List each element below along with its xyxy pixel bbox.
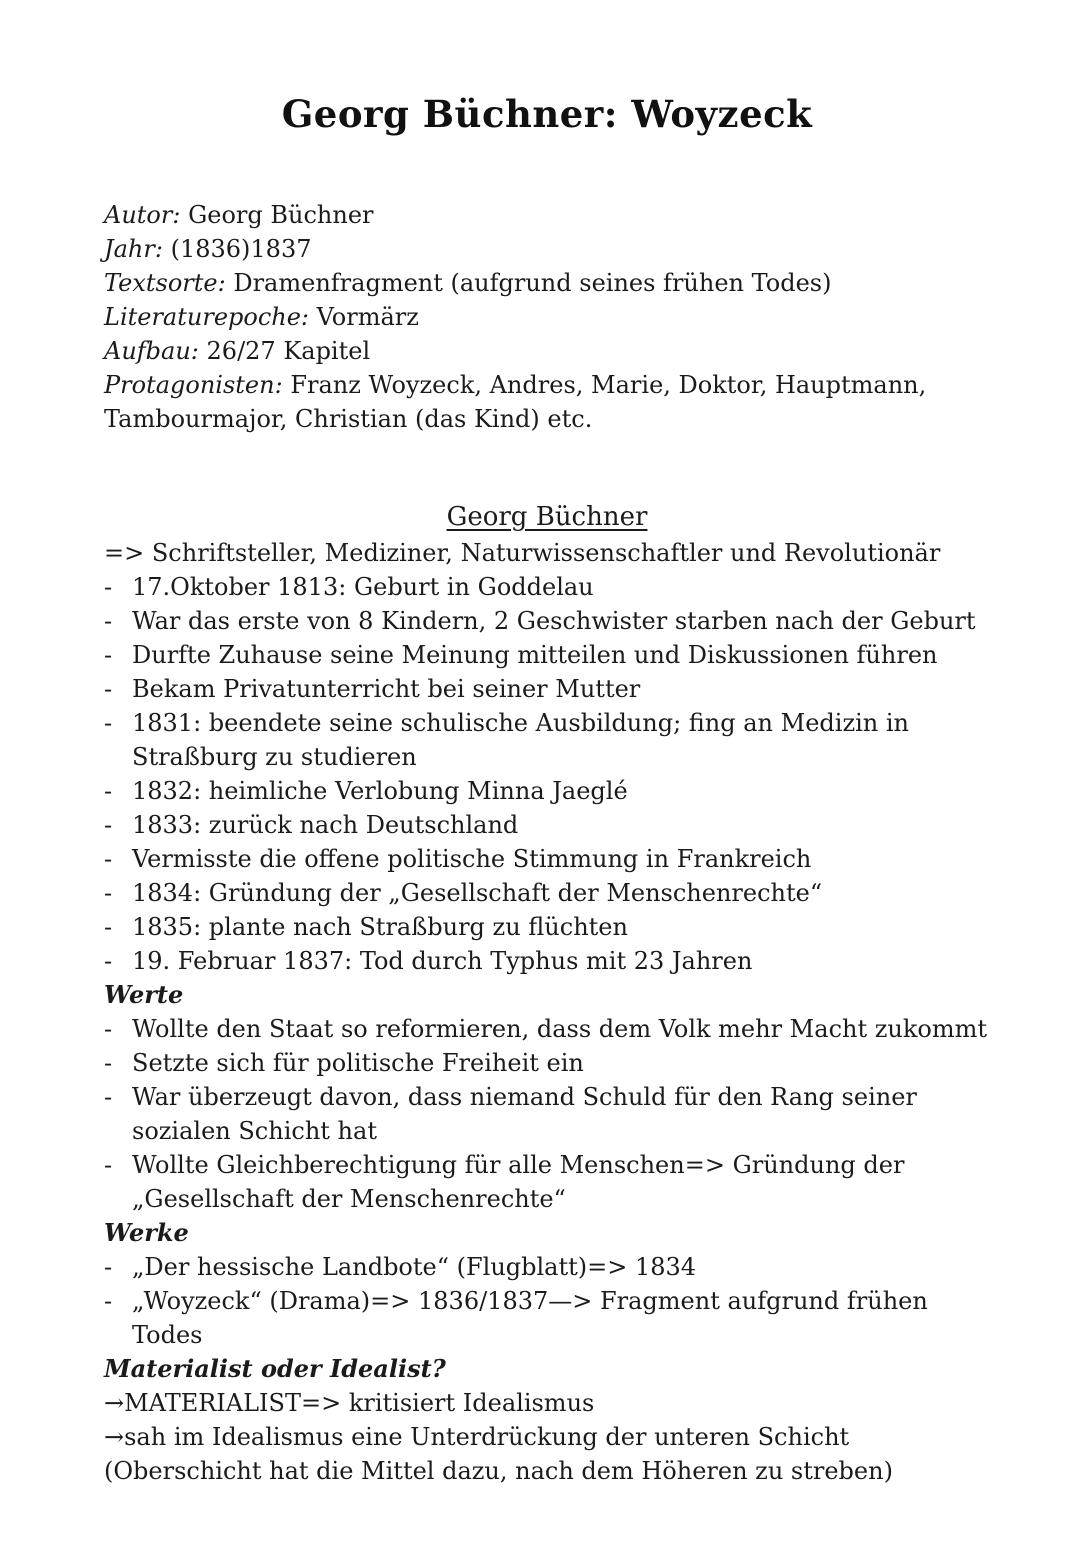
dash-bullet: -	[104, 1151, 113, 1179]
list-item-text: 1834: Gründung der „Gesellschaft der Menschenrechte“	[132, 879, 823, 907]
meta-value: Vormärz	[316, 303, 419, 331]
list-item-text: 19. Februar 1837: Tod durch Typhus mit 23 Jahren	[132, 947, 753, 975]
meta-line-autor	[104, 198, 990, 232]
list-item	[104, 706, 990, 774]
list-item-text: 1832: heimliche Verlobung Minna Jaeglé	[132, 777, 628, 805]
list-item-text: „Woyzeck“ (Drama)=> 1836/1837—> Fragment aufgrund frühen Todes	[132, 1287, 928, 1349]
list-item	[104, 570, 990, 604]
dash-bullet: -	[104, 777, 113, 805]
list-item-text: War das erste von 8 Kindern, 2 Geschwister starben nach der Geburt	[132, 607, 976, 635]
metadata-block	[104, 198, 990, 436]
meta-value: 26/27 Kapitel	[206, 337, 371, 365]
materialist-line: →MATERIALIST=> kritisiert Idealismus	[104, 1389, 595, 1417]
list-item	[104, 1284, 990, 1352]
section-heading: Georg Büchner	[446, 502, 648, 532]
dash-bullet: -	[104, 675, 113, 703]
dash-bullet: -	[104, 641, 113, 669]
list-item-text: 1831: beendete seine schulische Ausbildung; fing an Medizin in Straßburg zu studieren	[132, 709, 909, 771]
list-item	[104, 944, 990, 978]
werte-heading: Werte	[104, 980, 184, 1009]
dash-bullet: -	[104, 1049, 113, 1077]
meta-value: Franz Woyzeck, Andres, Marie, Doktor, Hauptmann, Tambourmajor, Christian (das Kind) etc.	[104, 371, 927, 433]
list-item-text: Setzte sich für politische Freiheit ein	[132, 1049, 584, 1077]
list-item	[104, 910, 990, 944]
list-item-text: „Der hessische Landbote“ (Flugblatt)=> 1834	[132, 1253, 697, 1281]
list-item	[104, 604, 990, 638]
werte-list	[104, 1012, 990, 1216]
werke-list	[104, 1250, 990, 1352]
materialist-line: (Oberschicht hat die Mittel dazu, nach dem Höheren zu streben)	[104, 1457, 893, 1485]
meta-line-protagonisten	[104, 368, 990, 436]
meta-value: (1836)1837	[170, 235, 312, 263]
list-item	[104, 1046, 990, 1080]
dash-bullet: -	[104, 811, 113, 839]
section-intro: => Schriftsteller, Mediziner, Naturwissenschaftler und Revolutionär	[104, 539, 941, 567]
meta-value: Georg Büchner	[188, 201, 374, 229]
dash-bullet: -	[104, 913, 113, 941]
list-item	[104, 672, 990, 706]
meta-line-literaturepoche	[104, 300, 990, 334]
list-item-text: Wollte Gleichberechtigung für alle Menschen=> Gründung der „Gesellschaft der Menschenrechte“	[132, 1151, 905, 1213]
list-item-text: War überzeugt davon, dass niemand Schuld für den Rang seiner sozialen Schicht hat	[132, 1083, 917, 1145]
meta-label: Textsorte:	[104, 269, 226, 297]
meta-label: Literaturepoche:	[104, 303, 310, 331]
dash-bullet: -	[104, 709, 113, 737]
list-item-text: Vermisste die offene politische Stimmung in Frankreich	[132, 845, 812, 873]
list-item-text: Wollte den Staat so reformieren, dass dem Volk mehr Macht zukommt	[132, 1015, 987, 1043]
list-item	[104, 1012, 990, 1046]
meta-line-textsorte	[104, 266, 990, 300]
list-item	[104, 808, 990, 842]
meta-label: Autor:	[104, 201, 181, 229]
dash-bullet: -	[104, 879, 113, 907]
list-item	[104, 774, 990, 808]
dash-bullet: -	[104, 845, 113, 873]
materialist-line: →sah im Idealismus eine Unterdrückung der unteren Schicht	[104, 1423, 850, 1451]
dash-bullet: -	[104, 1083, 113, 1111]
list-item-text: Bekam Privatunterricht bei seiner Mutter	[132, 675, 641, 703]
list-item-text: Durfte Zuhause seine Meinung mitteilen und Diskussionen führen	[132, 641, 938, 669]
dash-bullet: -	[104, 1287, 113, 1315]
list-item	[104, 876, 990, 910]
meta-value: Dramenfragment (aufgrund seines frühen Todes)	[233, 269, 832, 297]
dash-bullet: -	[104, 1015, 113, 1043]
dash-bullet: -	[104, 947, 113, 975]
dash-bullet: -	[104, 607, 113, 635]
list-item	[104, 1148, 990, 1216]
meta-line-jahr	[104, 232, 990, 266]
werke-heading: Werke	[104, 1218, 189, 1247]
meta-label: Protagonisten:	[104, 371, 283, 399]
list-item	[104, 638, 990, 672]
materialist-heading: Materialist oder Idealist?	[104, 1354, 446, 1383]
list-item	[104, 1250, 990, 1284]
list-item-text: 1835: plante nach Straßburg zu flüchten	[132, 913, 628, 941]
meta-label: Jahr:	[104, 235, 163, 263]
meta-label: Aufbau:	[104, 337, 199, 365]
list-item	[104, 842, 990, 876]
page-title: Georg Büchner: Woyzeck	[281, 92, 813, 136]
dash-bullet: -	[104, 573, 113, 601]
list-item-text: 1833: zurück nach Deutschland	[132, 811, 519, 839]
meta-line-aufbau	[104, 334, 990, 368]
list-item	[104, 1080, 990, 1148]
dash-bullet: -	[104, 1253, 113, 1281]
list-item-text: 17.Oktober 1813: Geburt in Goddelau	[132, 573, 594, 601]
biography-list	[104, 570, 990, 978]
